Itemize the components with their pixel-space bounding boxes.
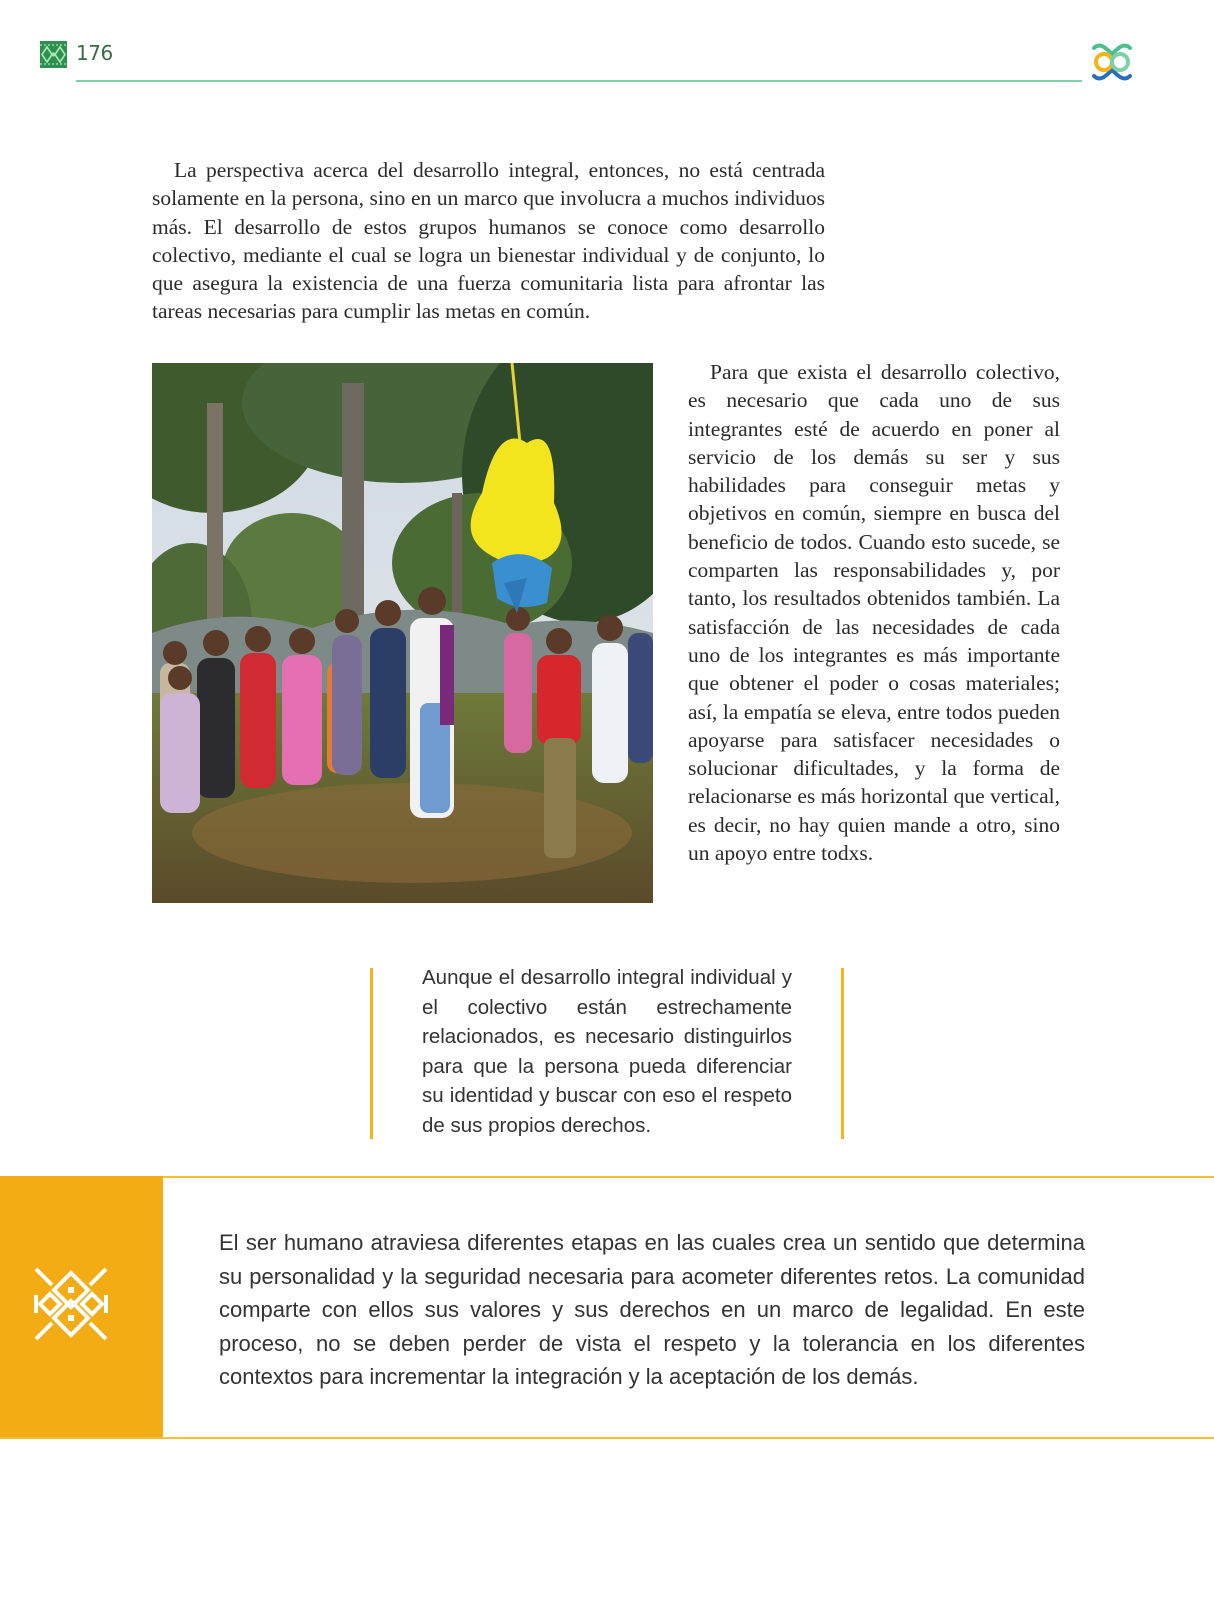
quote-bar-left xyxy=(370,968,373,1139)
body-paragraph-1: La perspectiva acerca del desarrollo integral, entonces, no está centrada solamente en la persona, sino en un marco que involucra a muchos individuos más. El desarrollo de estos grupos humanos se conoce como desarrollo colectivo, mediante el cual se logra un bienestar individual y de conjunto, lo que asegura la existencia de una fuerza comunitaria lista para afrontar las tareas necesarias para cumplir las metas en común. xyxy=(152,158,825,324)
callout-text: El ser humano atraviesa diferentes etapas en las cuales crea un sentido que determina su personalidad y la seguridad necesaria para acometer diferentes retos. La comunidad comparte con ellos sus valores y sus derechos en un marco de legalidad. En este proceso, no se deben perder de vista el respeto y la tolerancia en los diferentes contextos para incrementar la integración y la aceptación de los demás. xyxy=(219,1230,1085,1389)
page-number: 176 xyxy=(76,41,113,65)
woven-pattern-icon xyxy=(40,41,67,68)
quote-bar-right xyxy=(841,968,844,1139)
interlaced-rings-logo-icon xyxy=(1088,38,1136,86)
body-paragraph-2: Para que exista el desarrollo colectivo, es necesario que cada uno de sus integrantes esté de acuerdo en poner al servicio de los demás su ser y sus habilidades para conseguir metas y objetivos en común, siempre en busca del beneficio de todos. Cuando esto sucede, se comparten las responsabilidades y, por tanto, los resultados obtenidos también. La satisfacción de las necesidades de cada uno de los integrantes es más importante que obtener el poder o cosas materiales; así, la empatía se eleva, entre todos pueden apoyarse para satisfacer necesidades o solucionar dificultades, y la forma de relacionarse es más horizontal que vertical, es decir, no hay quien mande a otro, sino un apoyo entre todxs. xyxy=(688,360,1060,866)
callout-bottom-rule xyxy=(0,1437,1214,1439)
community-pinata-photo xyxy=(152,363,653,903)
header-rule xyxy=(76,80,1082,82)
callout-top-rule xyxy=(0,1176,1214,1178)
pull-quote: Aunque el desarrollo integral individual y el colectivo están estrechamente relacionados, es necesario distinguirlos para que la persona pueda diferenciar su identidad y buscar con eso el respeto de sus propios derechos. xyxy=(422,966,792,1137)
woven-pattern-icon xyxy=(32,1265,110,1343)
